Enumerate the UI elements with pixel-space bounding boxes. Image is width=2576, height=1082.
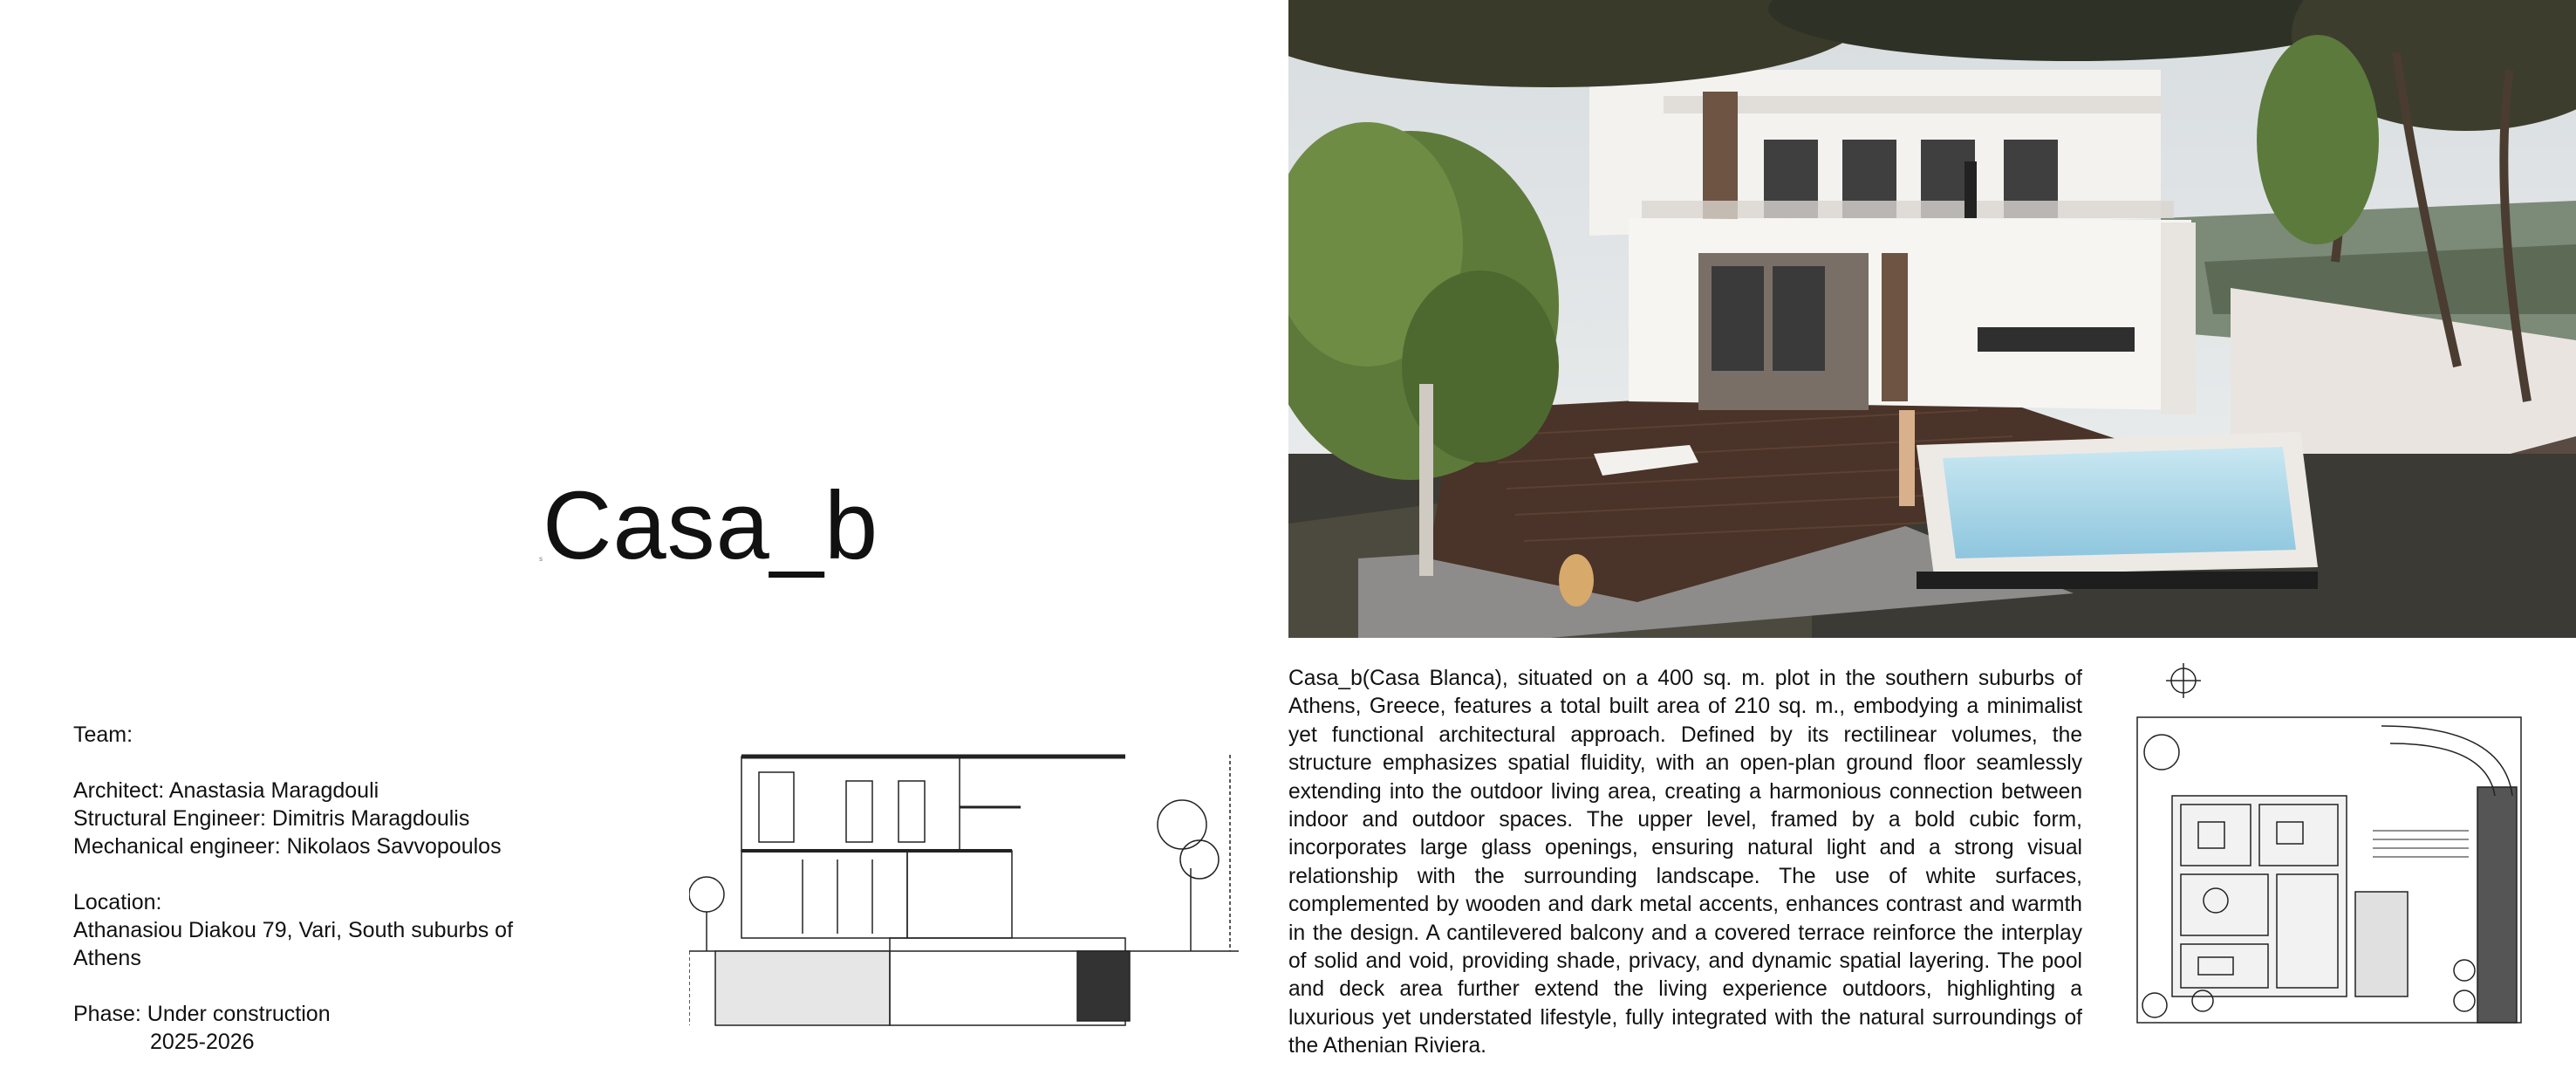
project-description: Casa_b(Casa Blanca), situated on a 400 sq. m. plot in the southern suburbs of Athens, Greece, features a total built area of 210 sq. m., embodying a minimalist yet functional architectural approach. Defined by its rectilinear volumes, the structure emphasizes spatial fluidity, with an open-plan ground floor seamlessly extending into the outdoor living area, creating a harmonious connection between indoor and outdoor spaces. The upper level, framed by a bold cubic form, incorporates large glass openings, ensuring natural light and a strong visual relationship with the surrounding landscape. The use of white surfaces, complemented by wooden and dark metal accents, enhances contrast and warmth in the design. A cantilevered balcony and a covered terrace reinforce the interplay of solid and void, providing shade, privacy, and dynamic spatial layering. The pool and deck area further extend the living experience outdoors, highlighting a luxurious yet understated lifestyle, fully integrated with the natural surroundings of the Athenian Riviera.: [1288, 667, 2082, 1058]
location-address-line2: Athens: [73, 946, 141, 970]
building-section-drawing: [689, 737, 1239, 1034]
title-marker: s: [539, 555, 543, 563]
project-phase: Phase: Under construction: [73, 1002, 331, 1026]
project-years: 2025-2026: [150, 1030, 255, 1054]
location-heading: Location:: [73, 890, 162, 914]
location-address-line1: Athanasiou Diakou 79, Vari, South suburbs of: [73, 918, 514, 942]
page-title: Casa_b: [543, 472, 879, 579]
house-render-image: [1288, 0, 2576, 638]
site-floor-plan-drawing: [2120, 656, 2538, 1040]
structural-engineer-credit: Structural Engineer: Dimitris Maragdoulis: [73, 806, 470, 831]
architect-credit: Architect: Anastasia Maragdouli: [73, 778, 379, 803]
project-info-block: [73, 721, 605, 1056]
mechanical-engineer-credit: Mechanical engineer: Nikolaos Savvopoulos: [73, 834, 502, 859]
team-heading: Team:: [73, 722, 133, 747]
